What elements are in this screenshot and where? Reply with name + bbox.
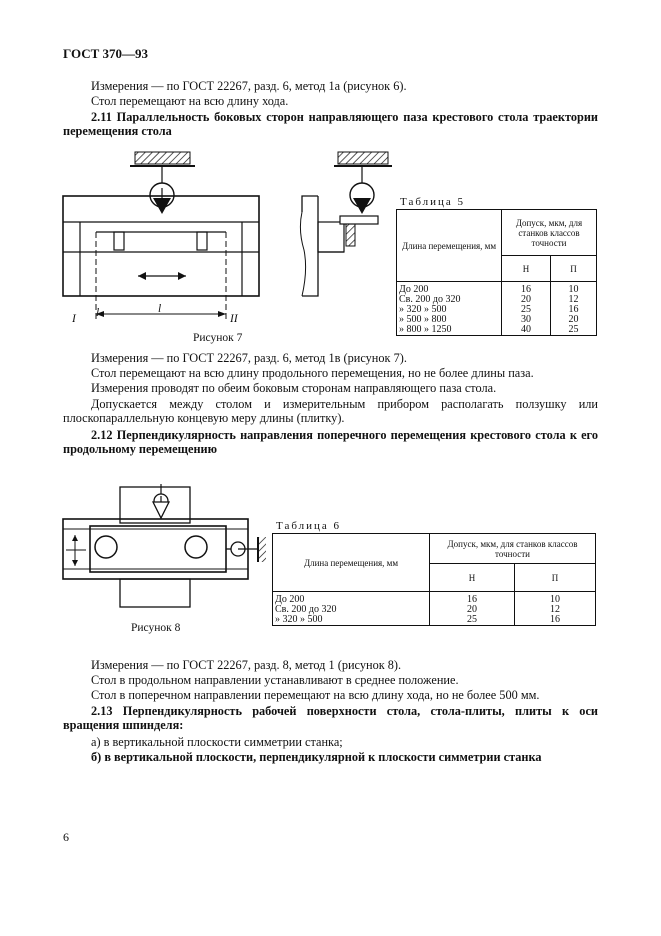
figure-7-caption: Рисунок 7 (193, 332, 243, 344)
paragraph: Стол в продольном направлении устанавливают в среднее положение. (91, 673, 459, 687)
table-5 (396, 209, 597, 336)
paragraph: Стол перемещают на всю длину продольного перемещения, но не более длины паза. (91, 366, 534, 380)
paragraph: Измерения проводят по обеим боковым сторонам направляющего паза стола. (91, 381, 497, 395)
table-6-head-tolerance: Допуск, мкм, для станков классов точности (430, 534, 596, 564)
section-heading-2-13: 2.13 Перпендикулярность рабочей поверхности стола, стола-плиты, плиты к оси вращения шпинделя: (63, 704, 598, 732)
dimension-label-l: l (96, 307, 100, 319)
table-5-class-p: П (551, 256, 597, 282)
table-row-h: 16 20 25 30 40 (502, 282, 551, 336)
paragraph: Стол перемещают на всю длину хода. (91, 94, 289, 108)
dimension-label-II: II (230, 313, 238, 325)
table-row-length: До 200 Св. 200 до 320 » 320 » 500 (273, 592, 430, 626)
dimension-label-I: I (72, 313, 76, 325)
paragraph: Стол в поперечном направлении перемещают на всю длину хода, но не более 500 мм. (91, 688, 540, 702)
figure-8-caption: Рисунок 8 (131, 622, 181, 634)
section-heading-2-12: 2.12 Перпендикулярность направления поперечного перемещения крестового стола к его продольному перемещению (63, 428, 598, 456)
paragraph: Измерения — по ГОСТ 22267, разд. 8, метод 1 (рисунок 8). (91, 658, 402, 672)
table-6-head-length: Длина перемещения, мм (273, 534, 430, 592)
paragraph: Измерения — по ГОСТ 22267, разд. 6, метод 1в (рисунок 7). (91, 351, 407, 365)
table-row-h: 16 20 25 (430, 592, 515, 626)
table-6-caption: Таблица 6 (276, 520, 342, 532)
paragraph: Допускается между столом и измерительным прибором располагать ползушку или плоскопараллельную концевую меру длины (плитку). (63, 397, 598, 425)
table-6 (272, 533, 596, 626)
table-row-p: 10 12 16 20 25 (551, 282, 597, 336)
table-5-class-h: Н (502, 256, 551, 282)
table-row-length: До 200 Св. 200 до 320 » 320 » 500 » 500 » 800 » 800 » 1250 (397, 282, 502, 336)
table-5-head-tolerance: Допуск, мкм, для станков классов точности (502, 210, 597, 256)
page-number: 6 (63, 830, 69, 844)
section-heading-2-11: 2.11 Параллельность боковых сторон направляющего паза крестового стола траектории перемещения стола (63, 110, 598, 138)
table-5-head-length: Длина перемещения, мм (397, 210, 502, 282)
paragraph: Измерения — по ГОСТ 22267, разд. 6, метод 1а (рисунок 6). (91, 79, 407, 93)
table-6-class-p: П (515, 564, 596, 592)
list-item: б) в вертикальной плоскости, перпендикулярной к плоскости симметрии станка (91, 750, 542, 764)
table-row-p: 10 12 16 (515, 592, 596, 626)
table-6-class-h: Н (430, 564, 515, 592)
document-header: ГОСТ 370—93 (63, 46, 149, 61)
table-5-caption: Таблица 5 (400, 196, 466, 208)
dimension-label-l: l (158, 303, 162, 315)
list-item: а) в вертикальной плоскости симметрии станка; (91, 735, 343, 749)
